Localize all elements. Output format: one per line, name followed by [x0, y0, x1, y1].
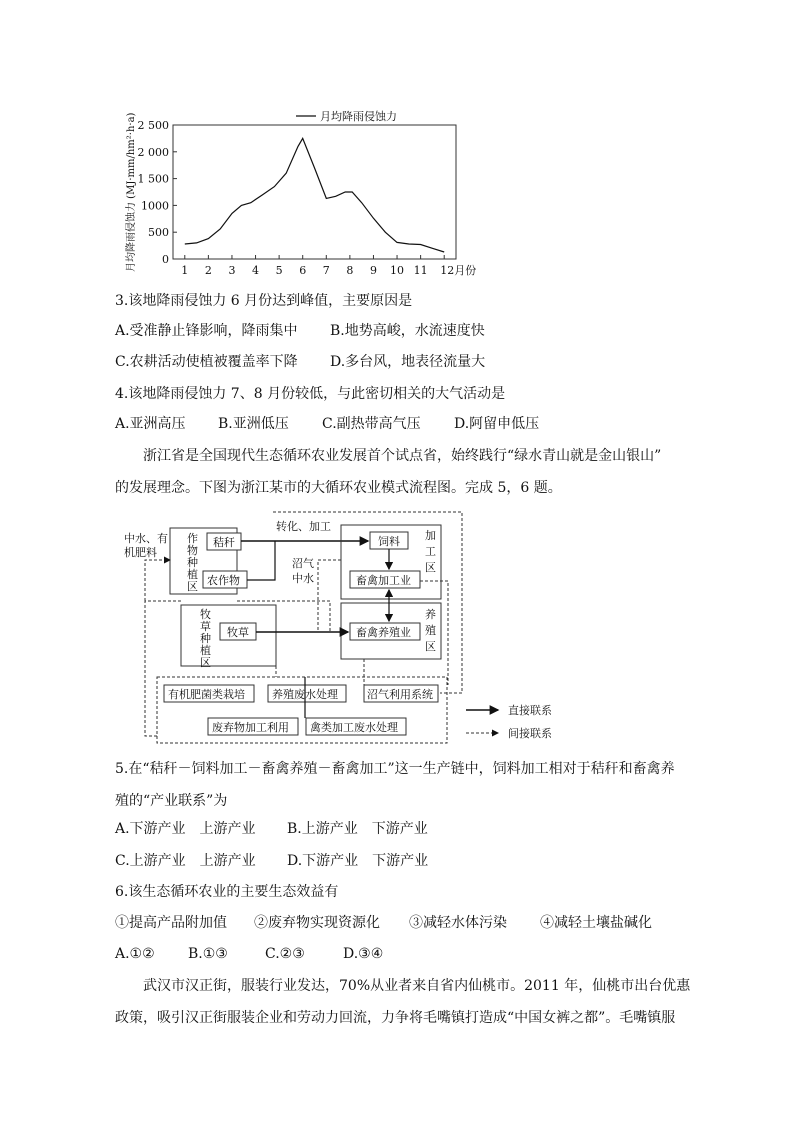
q4-option-c: C.副热带高气压: [322, 416, 421, 432]
biogas-system-label: 沼气利用系统: [367, 688, 433, 701]
circular-agriculture-flow-diagram: [0, 505, 794, 745]
svg-text:牧: 牧: [200, 608, 211, 621]
erosion-line-chart: [0, 0, 794, 290]
y-tick-label: 500: [148, 226, 169, 240]
passage-wuhan-line-1: 武汉市汉正街，服装行业发达，70%从业者来自省内仙桃市。2011 年，仙桃市出台优惠: [143, 978, 691, 994]
x-tick-label: 6: [299, 264, 307, 277]
feed-label: 饲料: [378, 535, 400, 548]
x-tick-label: 9: [369, 264, 377, 277]
y-tick-label: 1000: [141, 199, 169, 213]
transform-process-label: 转化、加工: [276, 520, 331, 533]
q6-option-a: A.①②: [115, 946, 155, 962]
svg-text:种: 种: [187, 556, 198, 569]
waste-processing-label: 废弃物加工利用: [212, 721, 289, 734]
reclaimed-water-label: 中水: [292, 572, 314, 585]
wastewater-label: 养殖废水处理: [272, 688, 338, 701]
pasture-label: 牧草: [227, 626, 249, 639]
svg-text:植: 植: [200, 644, 211, 657]
dashed-loop-left: [145, 601, 182, 736]
y-tick-label: 2 500: [137, 119, 169, 132]
svg-text:加: 加: [425, 529, 436, 542]
q6-statement-1: ①提高产品附加值: [115, 915, 227, 931]
y-tick-label: 0: [162, 253, 169, 266]
x-tick-label: 8: [346, 264, 354, 277]
q6-option-b: B.①③: [188, 946, 228, 962]
input-label-fertilizer: 机肥料: [124, 546, 157, 559]
svg-text:殖: 殖: [425, 624, 436, 637]
chart-plot-frame: [173, 125, 456, 259]
x-tick-label: 11: [413, 264, 428, 277]
straw-label: 秸秆: [213, 536, 235, 549]
x-tick-label: 1: [181, 264, 189, 277]
svg-text:工: 工: [425, 545, 436, 558]
x-tick-label: 7: [322, 264, 330, 277]
dashed-input-arrow: [145, 560, 170, 601]
poultry-wastewater-label: 禽类加工废水处理: [310, 721, 398, 734]
q3-option-b: B.地势高峻，水流速度快: [330, 323, 485, 339]
processing-zone-label: [425, 528, 436, 574]
q6-statement-2: ②废弃物实现资源化: [254, 915, 380, 931]
crop-zone-label: [187, 532, 198, 593]
organic-fertilizer-label: 有机肥菌类栽培: [168, 688, 245, 701]
q5-option-b: B.上游产业 下游产业: [287, 821, 428, 837]
svg-text:作: 作: [187, 532, 198, 545]
q5-option-a: A.下游产业 上游产业: [115, 821, 256, 837]
passage-zhejiang-line-1: 浙江省是全国现代生态循环农业发展首个试点省，始终践行“绿水青山就是金山银山”: [143, 448, 662, 464]
x-tick-label: 12月份: [440, 264, 477, 277]
input-label-water: 中水、有: [124, 532, 168, 545]
q6-option-c: C.②③: [265, 946, 305, 962]
q3-option-c: C.农耕活动使植被覆盖率下降: [115, 354, 298, 370]
passage-wuhan-line-2: 政策，吸引汉正街服装企业和劳动力回流，力争将毛嘴镇打造成“中国女裤之都”。毛嘴镇服: [115, 1010, 676, 1026]
crops-to-processing-line: [247, 541, 275, 580]
chart-y-axis-label: 月均降雨侵蚀力 (MJ·mm/hm²·h·a): [126, 112, 137, 272]
y-tick-label: 2 000: [137, 145, 169, 159]
q5-option-d: D.下游产业 下游产业: [287, 853, 429, 869]
svg-text:区: 区: [425, 561, 436, 574]
svg-text:植: 植: [187, 568, 198, 581]
svg-text:草: 草: [200, 620, 211, 633]
q6-stem: 6.该生态循环农业的主要生态效益有: [115, 884, 339, 900]
livestock-breeding-label: 畜禽养殖业: [356, 626, 411, 639]
svg-text:物: 物: [187, 544, 198, 557]
svg-text:养: 养: [425, 608, 436, 621]
legend-direct-label: 直接联系: [508, 704, 552, 717]
y-tick-label: 1 500: [137, 172, 169, 186]
q5-stem-line-1: 5.在“秸秆－饲料加工－畜禽养殖－畜禽加工”这一生产链中，饲料加工相对于秸秆和畜禽养: [115, 761, 675, 777]
x-tick-label: 2: [204, 264, 212, 277]
erosion-series-line: [185, 138, 444, 252]
grass-zone-label: [200, 607, 211, 669]
q6-statement-4: ④减轻土壤盐碱化: [540, 915, 652, 931]
q3-option-a: A.受准静止锋影响，降雨集中: [115, 323, 298, 339]
q4-stem: 4.该地降雨侵蚀力 7、8 月份较低，与此密切相关的大气活动是: [115, 386, 506, 402]
q6-statement-3: ③减轻水体污染: [409, 915, 507, 931]
breeding-zone-label: [425, 607, 436, 653]
svg-text:区: 区: [187, 580, 198, 593]
q4-option-b: B.亚洲低压: [218, 416, 289, 432]
livestock-processing-label: 畜禽加工业: [356, 574, 411, 587]
legend-indirect-label: 间接联系: [508, 727, 552, 740]
x-tick-label: 4: [252, 264, 260, 277]
svg-text:种: 种: [200, 632, 211, 645]
biogas-label: 沼气: [292, 557, 314, 570]
x-tick-label: 10: [390, 264, 405, 277]
q6-option-d: D.③④: [343, 946, 384, 962]
chart-legend-label: 月均降雨侵蚀力: [320, 110, 397, 123]
q3-option-d: D.多台风，地表径流量大: [330, 354, 486, 370]
q5-option-c: C.上游产业 上游产业: [115, 853, 256, 869]
q3-stem: 3.该地降雨侵蚀力 6 月份达到峰值，主要原因是: [115, 293, 413, 309]
x-tick-label: 3: [228, 264, 236, 277]
svg-text:区: 区: [200, 656, 211, 669]
q4-option-d: D.阿留申低压: [454, 416, 540, 432]
crops-label: 农作物: [207, 574, 240, 587]
q5-stem-line-2: 殖的“产业联系”为: [115, 793, 228, 809]
svg-text:区: 区: [425, 640, 436, 653]
x-tick-label: 5: [275, 264, 283, 277]
q4-option-a: A.亚洲高压: [115, 416, 186, 432]
passage-zhejiang-line-2: 的发展理念。下图为浙江某市的大循环农业模式流程图。完成 5，6 题。: [115, 480, 562, 496]
